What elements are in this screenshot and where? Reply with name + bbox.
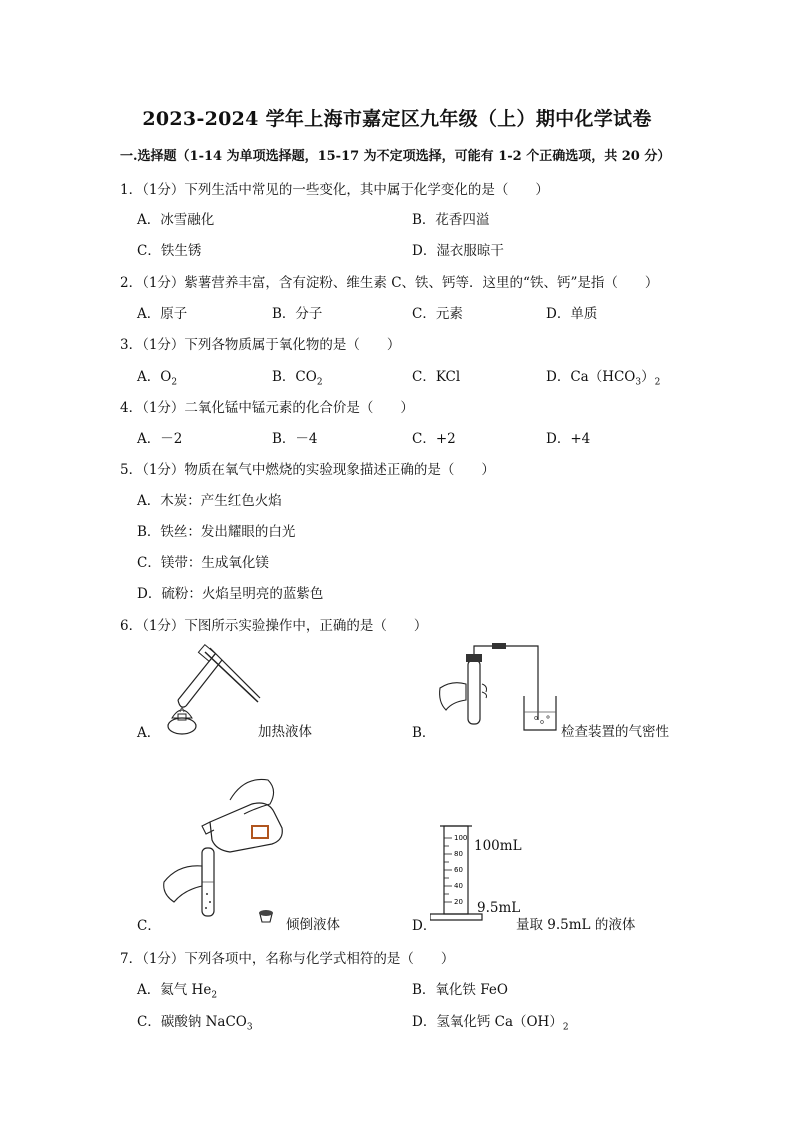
pouring-liquid-figure — [160, 770, 310, 928]
q6-option-b-letter: B． — [412, 725, 436, 741]
q6-option-a-caption: 加热液体 — [258, 724, 312, 740]
question-4-stem: 4．（1分）二氧化锰中锰元素的化合价是（ ） — [120, 400, 414, 416]
q1-option-d: D．湿衣服晾干 — [412, 243, 504, 259]
q3-option-d: D．$Ca(HCO_3)_2$ — [546, 369, 661, 388]
q6-option-d-caption: 量取 9.5mL 的液体 — [516, 917, 636, 933]
q7-option-d: D．氢氧化钙 $Ca(OH)_2$ — [412, 1014, 569, 1033]
cylinder-tick-20: 20 — [454, 898, 463, 906]
q6-option-c-caption: 倾倒液体 — [286, 917, 340, 933]
cylinder-tick-40: 40 — [454, 882, 463, 890]
q3-option-c: C．KCl — [412, 369, 461, 385]
question-3-stem: 3．（1分）下列各物质属于氧化物的是（ ） — [120, 337, 401, 353]
q2-option-c: C．元素 — [412, 306, 463, 322]
cylinder-top-label: 100mL — [474, 838, 522, 854]
q6-option-b-caption: 检查装置的气密性 — [561, 724, 669, 740]
q6-option-a-letter: A． — [137, 725, 161, 741]
question-2-stem: 2．（1分）紫薯营养丰富，含有淀粉、维生素 C、铁、钙等．这里的“铁、钙”是指（ ） — [120, 275, 659, 291]
q4-option-a: A．－2 — [137, 431, 183, 447]
page-title: 2023-2024 学年上海市嘉定区九年级（上）期中化学试卷 — [142, 108, 652, 130]
cylinder-tick-60: 60 — [454, 866, 463, 874]
q4-option-b: B．－4 — [272, 431, 318, 447]
airtightness-check-figure — [432, 640, 564, 735]
heating-liquid-figure — [160, 640, 270, 740]
q7-option-b: B．氧化铁 FeO — [412, 982, 508, 998]
q5-option-d: D．硫粉：火焰呈明亮的蓝紫色 — [137, 586, 324, 602]
q7-option-c: C．碳酸钠 NaCO$_3$ — [137, 1014, 253, 1033]
q1-option-a: A．冰雪融化 — [137, 212, 215, 228]
cylinder-tick-80: 80 — [454, 850, 463, 858]
q5-option-b: B．铁丝：发出耀眼的白光 — [137, 524, 296, 540]
q3-option-b: B．$CO_2$ — [272, 369, 323, 388]
q4-option-d: D．+4 — [546, 431, 591, 447]
q2-option-a: A．原子 — [137, 306, 188, 322]
section-heading: 一.选择题（1-14 为单项选择题，15-17 为不定项选择，可能有 1-2 个正确选项，共 20 分） — [120, 149, 671, 164]
q1-option-c: C．铁生锈 — [137, 243, 202, 259]
q7-option-a: A．氦气 $He_2$ — [137, 982, 218, 1001]
q1-option-b: B．花香四溢 — [412, 212, 490, 228]
q6-option-d-letter: D． — [412, 918, 437, 934]
question-1-stem: 1．（1分）下列生活中常见的一些变化，其中属于化学变化的是（ ） — [120, 182, 549, 198]
q5-option-a: A．木炭：产生红色火焰 — [137, 493, 282, 509]
question-6-stem: 6．（1分）下图所示实验操作中，正确的是（ ） — [120, 618, 428, 634]
q5-option-c: C．镁带：生成氧化镁 — [137, 555, 269, 571]
cylinder-scale — [444, 838, 452, 902]
q6-option-c-letter: C． — [137, 918, 161, 934]
question-7-stem: 7．（1分）下列各项中，名称与化学式相符的是（ ） — [120, 951, 455, 967]
q2-option-b: B．分子 — [272, 306, 323, 322]
q3-option-a: A．$O_2$ — [137, 369, 178, 388]
cylinder-bottom-label: 9.5mL — [477, 900, 521, 916]
question-5-stem: 5．（1分）物质在氧气中燃烧的实验现象描述正确的是（ ） — [120, 462, 495, 478]
cylinder-tick-100: 100 — [454, 834, 468, 842]
q4-option-c: C．+2 — [412, 431, 456, 447]
q2-option-d: D．单质 — [546, 306, 598, 322]
